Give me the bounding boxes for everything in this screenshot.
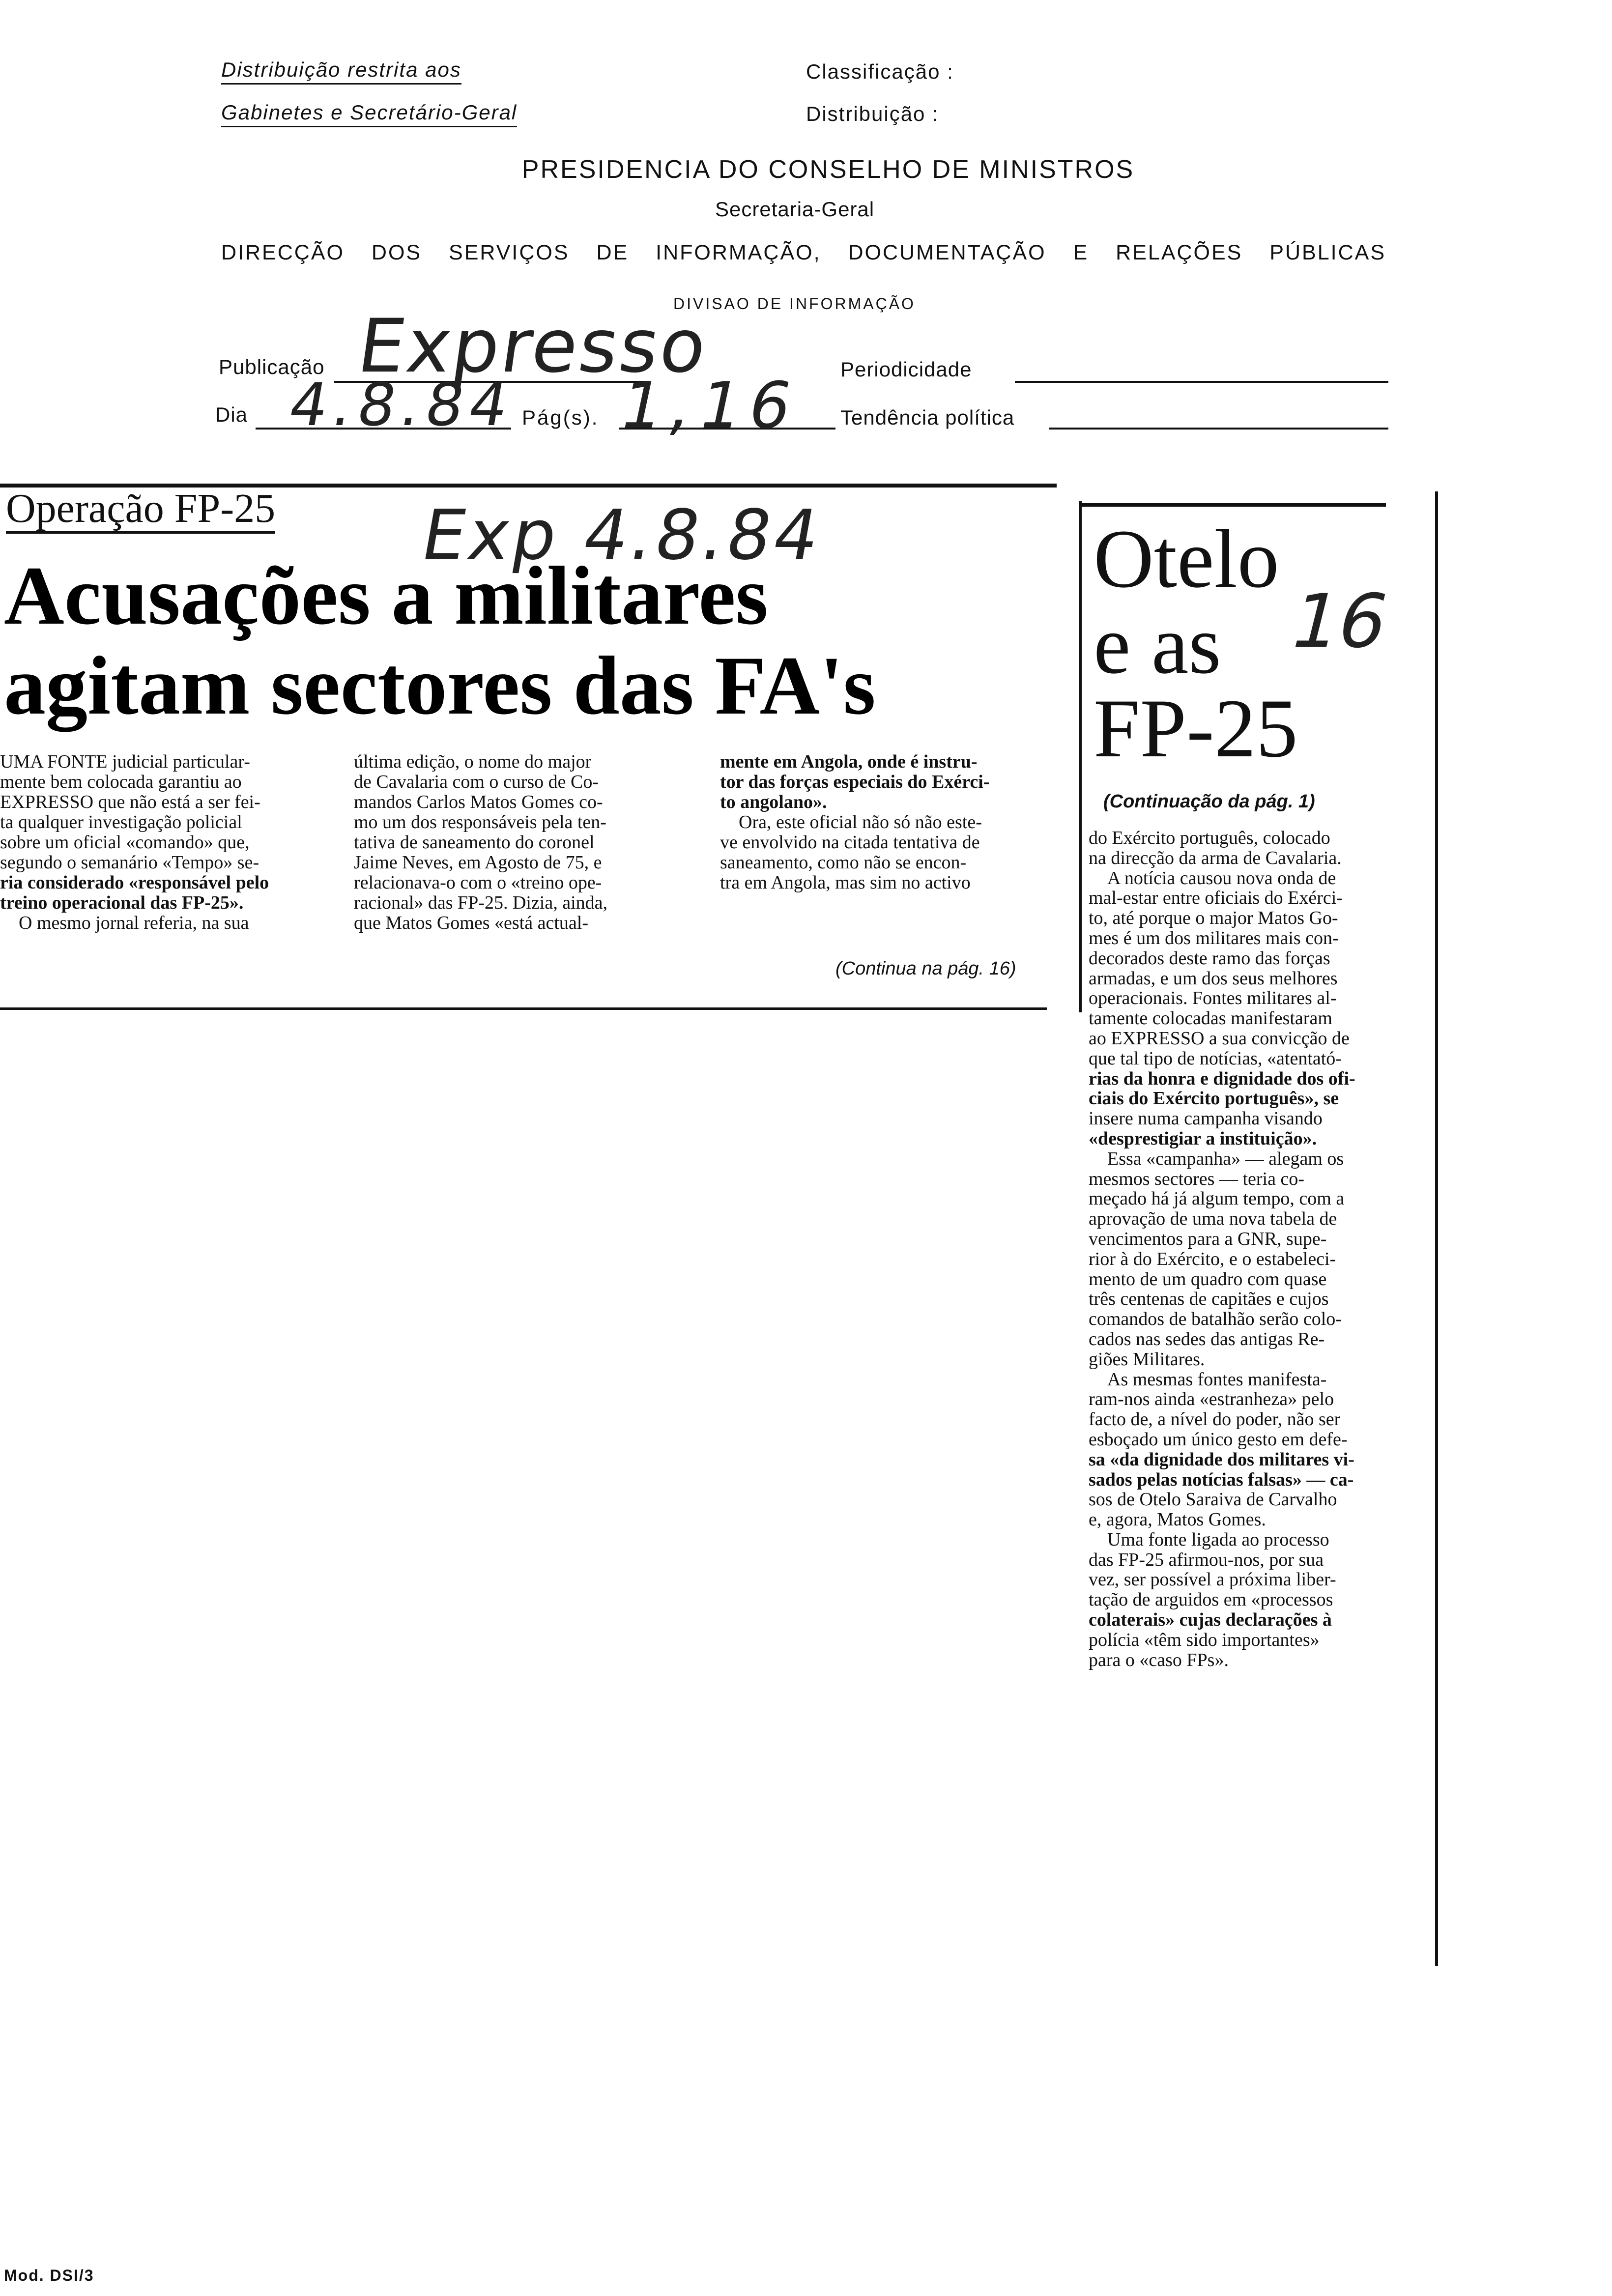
body-line: mesmos sectores — teria co- xyxy=(1089,1168,1304,1189)
col2-line: mandos Carlos Matos Gomes co- xyxy=(354,792,603,812)
article-headline-line2: agitam sectores das FA's xyxy=(4,639,876,732)
body-line: para o «caso FPs». xyxy=(1089,1649,1229,1670)
body-line: mal-estar entre oficiais do Exérci- xyxy=(1089,888,1343,909)
body-line: meçado há já algum tempo, com a xyxy=(1089,1188,1345,1209)
organization-subtitle: Secretaria-Geral xyxy=(715,198,875,221)
body-line: mento de um quadro com quase xyxy=(1089,1268,1327,1290)
body-line: A notícia causou nova onda de xyxy=(1107,867,1336,889)
col2-line: última edição, o nome do major xyxy=(354,751,592,772)
col2-line: racional» das FP-25. Dizia, ainda, xyxy=(354,892,608,913)
classification-label: Classificação : xyxy=(806,60,954,83)
col3-line: to angolano». xyxy=(720,792,827,812)
day-handwritten-value: 4.8.84 xyxy=(284,371,519,439)
day-label: Dia xyxy=(215,403,248,426)
col2-line: que Matos Gomes «está actual- xyxy=(354,913,588,933)
body-line: cados nas sedes das antigas Re- xyxy=(1089,1328,1325,1349)
body-line: giões Militares. xyxy=(1089,1349,1205,1370)
col3-line: tor das forças especiais do Exérci- xyxy=(720,772,990,792)
article-column-1 xyxy=(0,752,324,933)
right-article-left-border xyxy=(1079,501,1082,1012)
body-line: tamente colocadas manifestaram xyxy=(1089,1008,1332,1029)
article-headline-line1: Acusações a militares xyxy=(4,549,768,642)
political-tendency-field-line xyxy=(1049,428,1388,430)
col2-line: relacionava-o com o «treino ope- xyxy=(354,872,602,893)
body-line: vez, ser possível a próxima liber- xyxy=(1089,1569,1336,1590)
right-article-right-border xyxy=(1435,491,1438,1966)
body-line: ram-nos ainda «estranheza» pelo xyxy=(1089,1389,1334,1410)
col3-line: saneamento, como não se encon- xyxy=(720,852,967,873)
col2-line: Jaime Neves, em Agosto de 75, e xyxy=(354,852,602,873)
publication-handwritten-value: Expresso xyxy=(352,304,714,389)
body-line: colaterais» cujas declarações à xyxy=(1089,1609,1332,1631)
col1-line: segundo o semanário «Tempo» se- xyxy=(0,852,259,873)
article-column-2 xyxy=(354,752,681,933)
col2-line: tativa de saneamento do coronel xyxy=(354,832,595,853)
col3-line: ve envolvido na citada tentativa de xyxy=(720,832,980,853)
distribution-restricted-line1: Distribuição restrita aos xyxy=(221,58,461,82)
col1-line: ta qualquer investigação policial xyxy=(0,812,242,832)
organization-title: PRESIDENCIA DO CONSELHO DE MINISTROS xyxy=(521,155,1135,184)
body-line: facto de, a nível do poder, não ser xyxy=(1089,1409,1341,1430)
article-column-3 xyxy=(720,752,1047,893)
body-line: to, até porque o major Matos Go- xyxy=(1089,908,1338,929)
pages-handwritten-value: 1,16 xyxy=(613,368,807,443)
col2-line: mo um dos responsáveis pela ten- xyxy=(354,812,606,832)
right-article-top-rule xyxy=(1081,503,1386,507)
body-line: mes é um dos militares mais con- xyxy=(1089,927,1339,948)
body-line: Uma fonte ligada ao processo xyxy=(1107,1529,1329,1550)
right-headline-line3: FP-25 xyxy=(1094,682,1298,775)
body-line: rias da honra e dignidade dos ofi- xyxy=(1089,1068,1355,1089)
article-kicker: Operação FP-25 xyxy=(6,484,275,533)
body-line: ciais do Exército português», se xyxy=(1089,1088,1339,1109)
body-line: esboçado um único gesto em defe- xyxy=(1089,1429,1348,1450)
body-line: vencimentos para a GNR, supe- xyxy=(1089,1228,1327,1249)
col1-line: sobre um oficial «comando» que, xyxy=(0,832,250,853)
handwritten-reference-note: Exp 4.8.84 xyxy=(415,495,828,575)
political-tendency-label: Tendência política xyxy=(840,406,1015,429)
col3-line: Ora, este oficial não só não este- xyxy=(739,812,982,832)
continues-on-page-note: (Continua na pág. 16) xyxy=(835,958,1016,979)
body-line: As mesmas fontes manifesta- xyxy=(1107,1369,1327,1390)
periodicity-label: Periodicidade xyxy=(840,358,972,381)
body-line: rior à do Exército, e o estabeleci- xyxy=(1089,1248,1336,1269)
body-line: polícia «têm sido importantes» xyxy=(1089,1629,1320,1650)
continuation-note: (Continuação da pág. 1) xyxy=(1103,791,1315,812)
periodicity-field-line xyxy=(1015,381,1388,383)
body-line: do Exército português, colocado xyxy=(1089,828,1330,848)
col1-line: EXPRESSO que não está a ser fei- xyxy=(0,792,260,812)
right-article-body xyxy=(1089,828,1419,1670)
publication-label: Publicação xyxy=(219,355,325,378)
body-line: sa «da dignidade dos militares vi- xyxy=(1089,1449,1354,1470)
body-line: na direcção da arma de Cavalaria. xyxy=(1089,847,1342,868)
body-line: e, agora, Matos Gomes. xyxy=(1089,1509,1266,1530)
body-line: decorados deste ramo das forças xyxy=(1089,947,1330,969)
body-line: «desprestigiar a instituição». xyxy=(1089,1128,1317,1149)
body-line: Essa «campanha» — alegam os xyxy=(1107,1148,1344,1169)
article-bottom-rule xyxy=(0,1007,1047,1010)
division-line: DIVISAO DE INFORMAÇÃO xyxy=(673,295,916,313)
body-line: que tal tipo de notícias, «atentató- xyxy=(1089,1048,1342,1069)
body-line: armadas, e um dos seus melhores xyxy=(1089,968,1338,989)
col3-line: mente em Angola, onde é instru- xyxy=(720,751,978,772)
body-line: sados pelas notícias falsas» — ca- xyxy=(1089,1469,1354,1490)
body-line: sos de Otelo Saraiva de Carvalho xyxy=(1089,1489,1337,1510)
body-line: ao EXPRESSO a sua convicção de xyxy=(1089,1028,1350,1049)
distribution-label: Distribuição : xyxy=(806,102,939,125)
body-line: insere numa campanha visando xyxy=(1089,1108,1323,1129)
body-line: aprovação de uma nova tabela de xyxy=(1089,1208,1337,1230)
col1-line: ria considerado «responsável pelo xyxy=(0,872,269,893)
col3-line: tra em Angola, mas sim no activo xyxy=(720,872,971,893)
pages-label: Pág(s). xyxy=(522,406,599,429)
body-line: das FP-25 afirmou-nos, por sua xyxy=(1089,1549,1324,1570)
distribution-restricted-line2: Gabinetes e Secretário-Geral xyxy=(221,101,517,124)
col1-line: UMA FONTE judicial particular- xyxy=(0,751,250,772)
directorate-line: DIRECÇÃO DOS SERVIÇOS DE INFORMAÇÃO, DOCUMENTAÇÃO E RELAÇÕES PÚBLICAS xyxy=(221,241,1386,264)
form-code: Mod. DSI/3 xyxy=(4,2267,94,2284)
right-headline-line2: e as xyxy=(1094,599,1221,691)
col2-line: de Cavalaria com o curso de Co- xyxy=(354,772,599,792)
right-handwritten-page-note: 16 xyxy=(1282,579,1397,664)
col1-line: treino operacional das FP-25». xyxy=(0,892,244,913)
body-line: três centenas de capitães e cujos xyxy=(1089,1289,1329,1310)
body-line: tação de arguidos em «processos xyxy=(1089,1589,1333,1610)
right-headline-line1: Otelo xyxy=(1094,513,1279,605)
body-line: comandos de batalhão serão colo- xyxy=(1089,1309,1342,1330)
col1-line: mente bem colocada garantiu ao xyxy=(0,772,242,792)
col1-line: O mesmo jornal referia, na sua xyxy=(19,913,249,933)
body-line: operacionais. Fontes militares al- xyxy=(1089,988,1337,1009)
